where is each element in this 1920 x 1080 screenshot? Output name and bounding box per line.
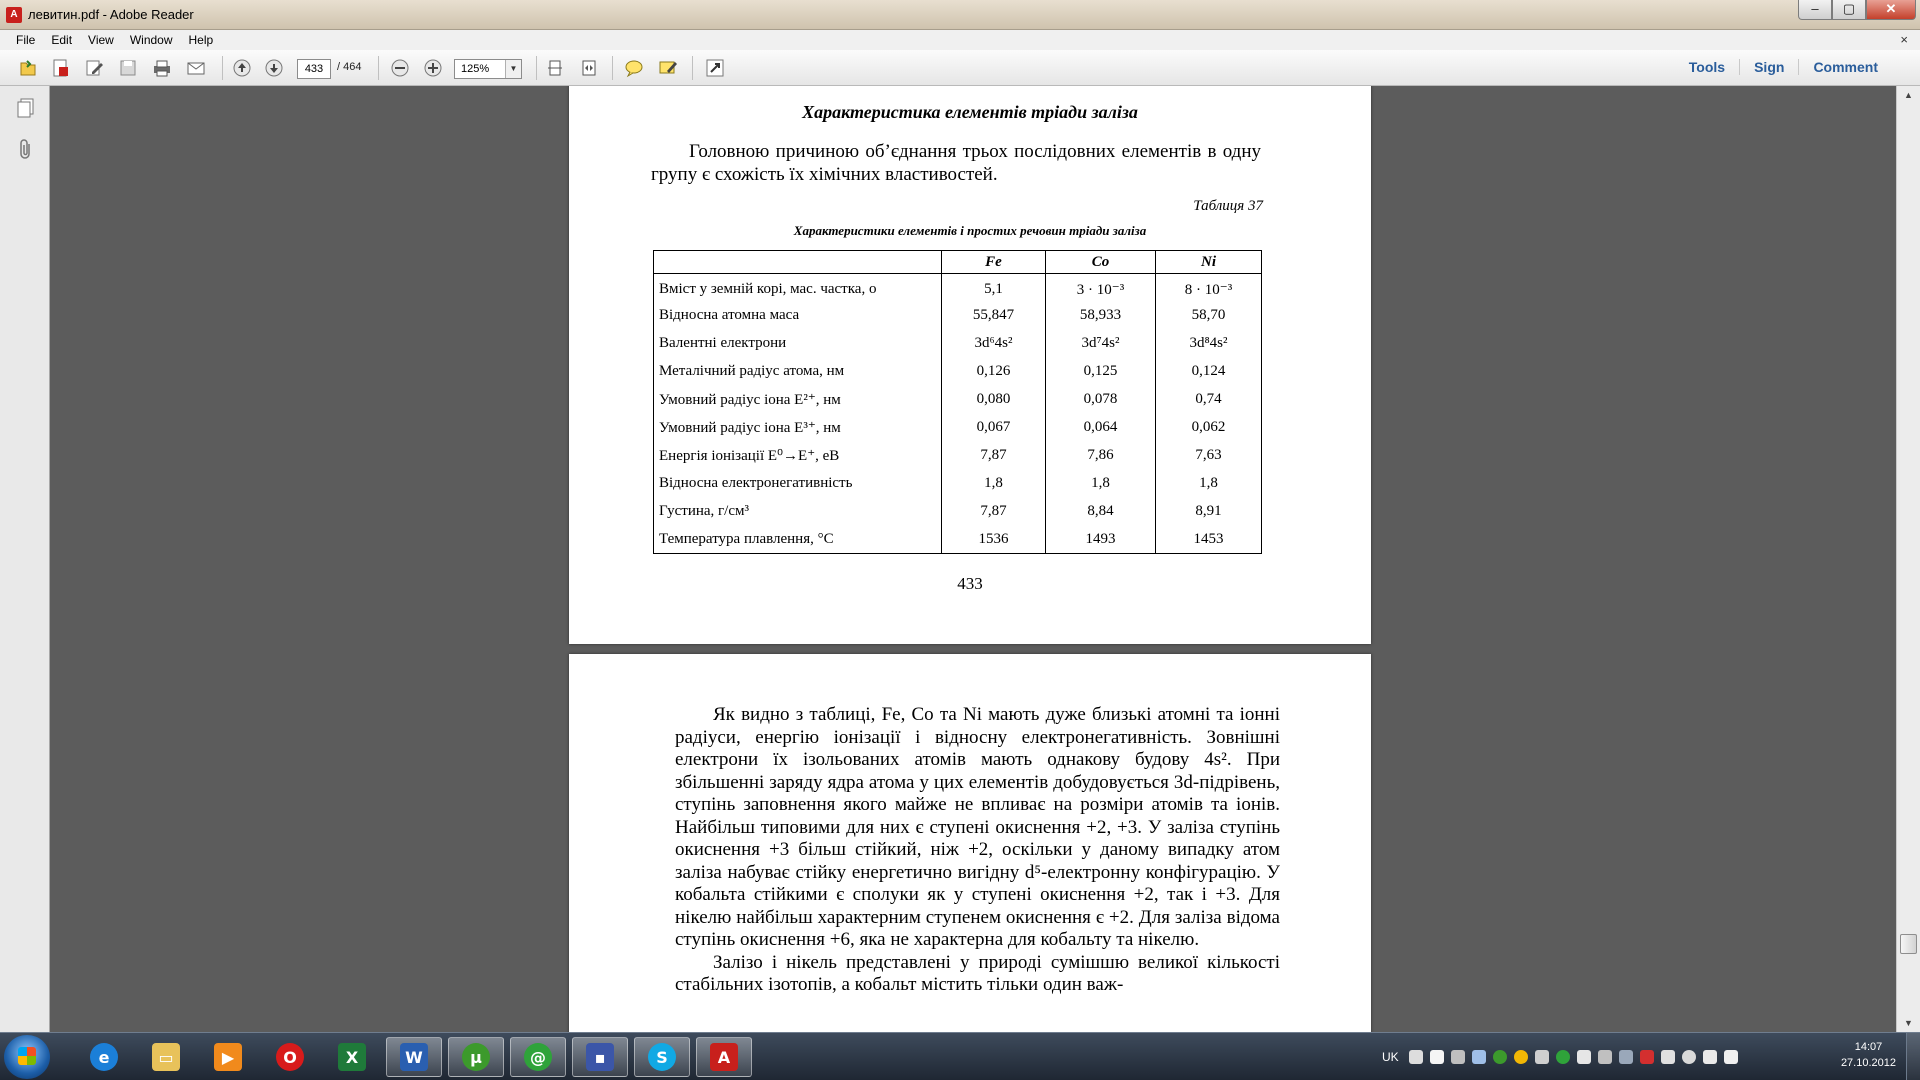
mail-agent-icon[interactable]: @ <box>510 1037 566 1077</box>
email-icon[interactable] <box>184 57 208 79</box>
scroll-down-icon[interactable]: ▼ <box>1904 1018 1913 1028</box>
pdf-page-434 <box>569 654 1371 1032</box>
page-number-label: 433 <box>957 574 983 593</box>
print-icon[interactable] <box>150 57 174 79</box>
value-cell: 3d⁶4s² <box>942 330 1046 358</box>
tray-app-icon[interactable] <box>1472 1050 1486 1064</box>
body-text <box>675 704 1280 997</box>
sign-link[interactable]: Sign <box>1739 59 1798 75</box>
tray-app-icon[interactable] <box>1409 1050 1423 1064</box>
show-desktop-button[interactable] <box>1906 1033 1920 1080</box>
tray-app-icon[interactable] <box>1577 1050 1591 1064</box>
value-cell: 3 · 10⁻³ <box>1046 274 1156 302</box>
property-name: Вміст у земній корі, мас. частка, о <box>654 274 942 302</box>
paragraph: Залізо і нікель представлені у природі сумішшю великої кількості стабільних ізотопів, а кобальт містить тільки один важ- <box>675 951 1280 995</box>
vertical-scrollbar[interactable] <box>1896 86 1920 1032</box>
property-name: Відносна електронегативність <box>654 470 942 498</box>
value-cell: 8,84 <box>1046 498 1156 526</box>
volume-icon[interactable] <box>1724 1050 1738 1064</box>
menu-window[interactable]: Window <box>129 33 173 47</box>
toolbar <box>0 50 1920 86</box>
tray-app-icon[interactable] <box>1661 1050 1675 1064</box>
menu-bar <box>0 30 1920 50</box>
close-icon[interactable]: ✕ <box>1866 0 1916 20</box>
property-name: Відносна атомна маса <box>654 302 942 330</box>
expand-icon[interactable] <box>703 57 727 79</box>
page-thumbnails-icon[interactable] <box>15 96 37 120</box>
tray-app-icon[interactable] <box>1535 1050 1549 1064</box>
tray-app-icon[interactable] <box>1514 1050 1528 1064</box>
property-name: Умовний радіус іона E²⁺, нм <box>654 386 942 414</box>
window-title: левитин.pdf - Adobe Reader <box>28 7 194 22</box>
tray-app-icon[interactable] <box>1430 1050 1444 1064</box>
value-cell: 5,1 <box>942 274 1046 302</box>
header-cell <box>654 251 942 274</box>
create-pdf-icon[interactable] <box>48 57 72 79</box>
value-cell: 3d⁸4s² <box>1156 330 1262 358</box>
tray-mail-icon[interactable] <box>1556 1050 1570 1064</box>
fit-page-icon[interactable] <box>543 57 567 79</box>
internet-explorer-icon[interactable]: e <box>76 1037 132 1077</box>
property-name: Умовний радіус іона E³⁺, нм <box>654 414 942 442</box>
excel-icon[interactable]: X <box>324 1037 380 1077</box>
value-cell: 1,8 <box>942 470 1046 498</box>
value-cell: 0,124 <box>1156 358 1262 386</box>
header-cell: Ni <box>1156 251 1262 274</box>
next-page-icon[interactable] <box>262 57 286 79</box>
table-caption: Характеристики елементів і простих речовин тріади заліза <box>793 223 1147 238</box>
tray-antivirus-icon[interactable] <box>1640 1050 1654 1064</box>
system-tray <box>1382 1033 1745 1080</box>
table-number: Таблиця 37 <box>1193 198 1263 214</box>
property-name: Валентні електрони <box>654 330 942 358</box>
value-cell: 58,933 <box>1046 302 1156 330</box>
value-cell: 7,87 <box>942 442 1046 470</box>
table-row <box>654 498 1262 526</box>
save-icon[interactable] <box>116 57 140 79</box>
value-cell: 7,63 <box>1156 442 1262 470</box>
adobe-reader-icon: A <box>6 7 22 23</box>
system-clock[interactable] <box>1841 1039 1896 1071</box>
opera-icon[interactable]: O <box>262 1037 318 1077</box>
paragraph: Як видно з таблиці, Fe, Co та Ni мають дуже близькі атомні та іонні радіуси, енергію іонізації і відносну електронегативність. Зовнішні електрони їх ізольованих атомів мають однакову будову 4s². При збільшенні заряду ядра атома у цих елементів добудовується 3d-підрівень, ступінь заповнення якого майже не впливає на розміри атомів та іонів. Найбільш типовими для них є ступені окиснення +2, +3. У заліза ступінь окиснення +3 більш стійкий, ніж +2, оскільки у даному випадку атом заліза набуває стійку енергетично вигідну d⁵-електронну конфігурацію. У кобальта стійкими є сполуки як у ступені окиснення +2, так і +3. Для нікелю найбільш характерним ступенем окиснення є +2. Для заліза відома ступінь окиснення +6, яка не характерна для кобальту та нікелю. <box>675 704 1280 950</box>
header-cell: Fe <box>942 251 1046 274</box>
save-disk-icon[interactable]: ▪ <box>572 1037 628 1077</box>
value-cell: 58,70 <box>1156 302 1262 330</box>
value-cell: 3d⁷4s² <box>1046 330 1156 358</box>
menu-file[interactable]: File <box>16 33 36 47</box>
tray-app-icon[interactable] <box>1451 1050 1465 1064</box>
navigation-pane <box>0 86 50 1032</box>
section-title: Характеристика елементів тріади заліза <box>802 102 1138 122</box>
toolbar-right-links <box>1675 59 1892 75</box>
attachments-icon[interactable] <box>15 138 37 162</box>
zoom-in-icon[interactable] <box>421 57 445 79</box>
value-cell: 0,064 <box>1046 414 1156 442</box>
table-row <box>654 442 1262 470</box>
tray-app-icon[interactable] <box>1619 1050 1633 1064</box>
table-row <box>654 470 1262 498</box>
table-row <box>654 358 1262 386</box>
minimize-icon[interactable]: – <box>1798 0 1832 20</box>
value-cell: 7,87 <box>942 498 1046 526</box>
value-cell: 0,078 <box>1046 386 1156 414</box>
tools-link[interactable]: Tools <box>1688 59 1726 75</box>
previous-page-icon[interactable] <box>230 57 254 79</box>
property-name: Температура плавлення, °С <box>654 526 942 554</box>
close-document-icon[interactable]: × <box>1900 32 1908 47</box>
value-cell: 0,126 <box>942 358 1046 386</box>
value-cell: 7,86 <box>1046 442 1156 470</box>
value-cell: 1,8 <box>1156 470 1262 498</box>
property-name: Енергія іонізації E⁰→E⁺, еВ <box>654 442 942 470</box>
value-cell: 0,067 <box>942 414 1046 442</box>
chevron-down-icon[interactable]: ▼ <box>505 60 521 78</box>
header-cell: Co <box>1046 251 1156 274</box>
menu-view[interactable]: View <box>88 33 114 47</box>
edit-pdf-icon[interactable] <box>82 57 106 79</box>
tray-app-icon[interactable] <box>1682 1050 1696 1064</box>
property-name: Металічний радіус атома, нм <box>654 358 942 386</box>
menu-edit[interactable]: Edit <box>51 33 73 47</box>
highlight-icon[interactable] <box>656 57 680 79</box>
network-icon[interactable] <box>1703 1050 1717 1064</box>
intro-paragraph: Головною причиною об’єднання трьох послідовних елементів в одну групу є схожість їх хімічних властивостей. <box>651 141 1261 185</box>
value-cell: 55,847 <box>942 302 1046 330</box>
value-cell: 0,125 <box>1046 358 1156 386</box>
maximize-icon[interactable]: ▢ <box>1832 0 1866 20</box>
value-cell: 1453 <box>1156 526 1262 554</box>
comment-link[interactable]: Comment <box>1798 59 1892 75</box>
clock-date: 27.10.2012 <box>1840 1057 1896 1069</box>
page-number-input[interactable]: 433 <box>297 59 331 79</box>
value-cell: 1,8 <box>1046 470 1156 498</box>
value-cell: 8,91 <box>1156 498 1262 526</box>
word-icon[interactable]: W <box>386 1037 442 1077</box>
value-cell: 1536 <box>942 526 1046 554</box>
taskbar <box>0 1032 1920 1080</box>
value-cell: 0,080 <box>942 386 1046 414</box>
tray-utorrent-icon[interactable] <box>1493 1050 1507 1064</box>
pdf-page-433 <box>569 86 1371 644</box>
fit-width-icon[interactable] <box>577 57 601 79</box>
windows-explorer-icon[interactable]: ▭ <box>138 1037 194 1077</box>
comment-icon[interactable] <box>622 57 646 79</box>
utorrent-icon[interactable]: µ <box>448 1037 504 1077</box>
scroll-thumb[interactable] <box>1900 934 1917 954</box>
table-header-row <box>654 251 1262 274</box>
value-cell: 0,062 <box>1156 414 1262 442</box>
adobe-reader-task-icon[interactable]: A <box>696 1037 752 1077</box>
start-button[interactable] <box>4 1035 50 1079</box>
media-player-icon[interactable]: ▶ <box>200 1037 256 1077</box>
clock-time: 14:07 <box>1854 1041 1883 1053</box>
properties-table <box>653 250 1262 554</box>
table-row <box>654 302 1262 330</box>
property-name: Густина, г/см³ <box>654 498 942 526</box>
value-cell: 1493 <box>1046 526 1156 554</box>
open-file-icon[interactable] <box>16 57 40 79</box>
table-row <box>654 526 1262 554</box>
tray-keyboard-icon[interactable] <box>1598 1050 1612 1064</box>
document-view[interactable] <box>51 86 1896 1032</box>
table-row <box>654 386 1262 414</box>
table-row <box>654 414 1262 442</box>
zoom-value: 125% <box>461 63 490 75</box>
menu-help[interactable]: Help <box>188 33 214 47</box>
zoom-select[interactable] <box>454 59 522 79</box>
zoom-out-icon[interactable] <box>388 57 412 79</box>
value-cell: 0,74 <box>1156 386 1262 414</box>
value-cell: 8 · 10⁻³ <box>1156 274 1262 302</box>
windows-logo-icon <box>18 1047 36 1065</box>
language-indicator[interactable]: UK <box>1382 1050 1399 1064</box>
table-row <box>654 330 1262 358</box>
page-total: / 464 <box>337 61 362 73</box>
table-row <box>654 274 1262 302</box>
skype-icon[interactable]: S <box>634 1037 690 1077</box>
scroll-up-icon[interactable]: ▲ <box>1904 90 1913 100</box>
title-bar <box>0 0 1920 30</box>
window-controls <box>1798 0 1916 20</box>
